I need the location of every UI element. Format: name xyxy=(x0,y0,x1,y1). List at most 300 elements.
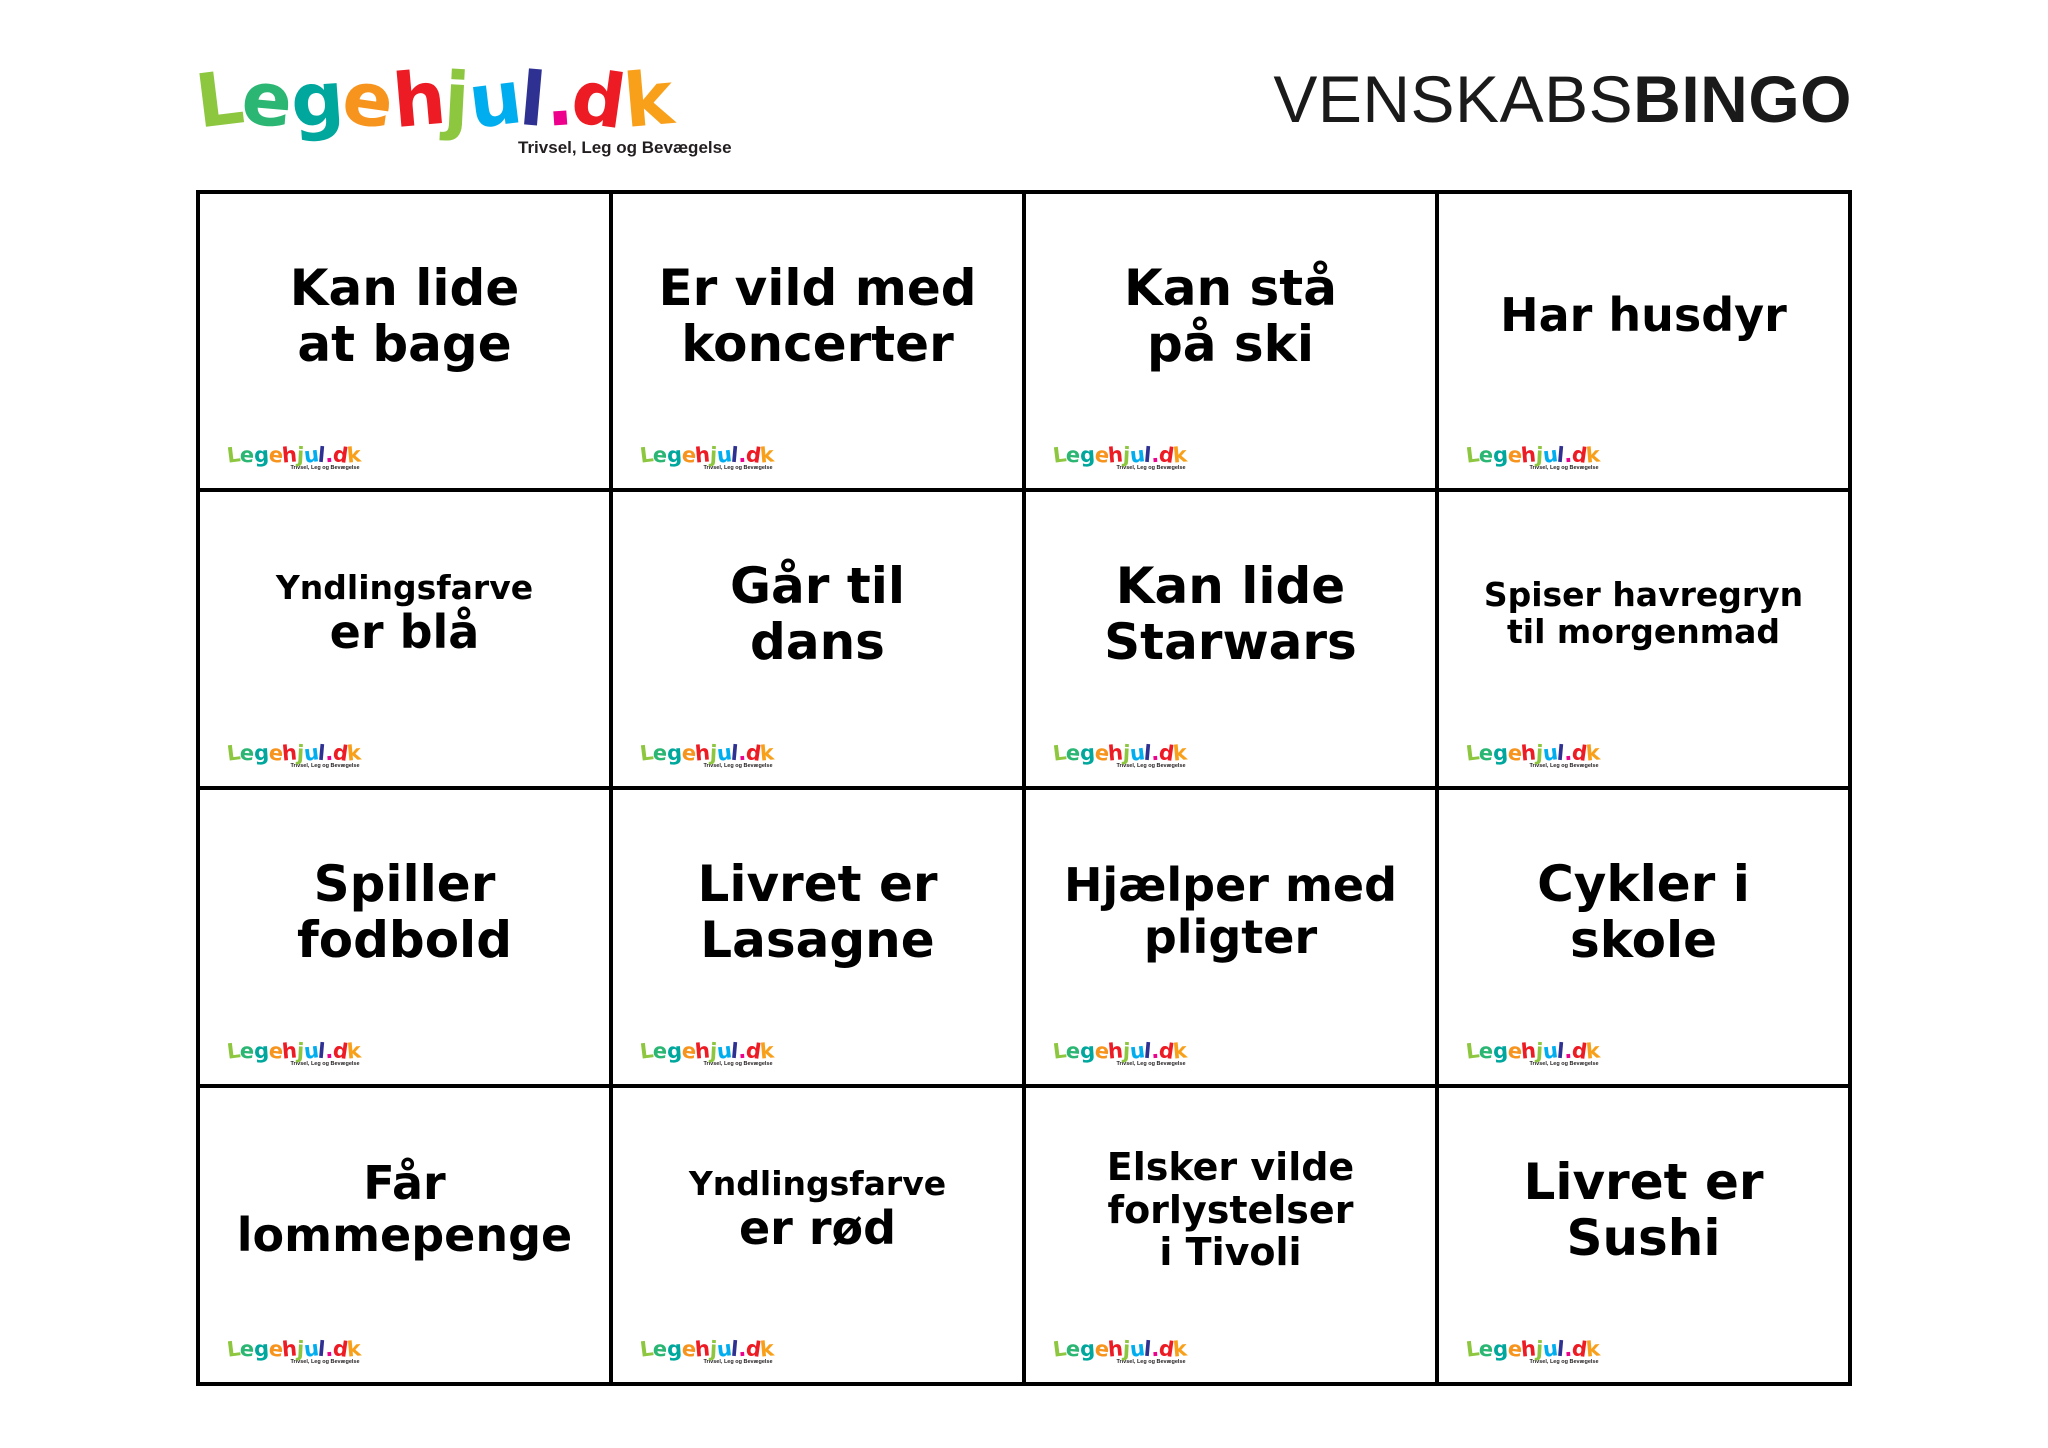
logo-letter: l xyxy=(1143,442,1153,468)
logo-letter: k xyxy=(1172,442,1188,468)
bingo-cell-text-line: pligter xyxy=(1143,910,1318,964)
bingo-cell-text xyxy=(1500,290,1787,360)
mini-logo-wordmark xyxy=(1040,444,1200,466)
logo-letter: L xyxy=(1051,1336,1068,1362)
logo-letter: d xyxy=(1157,442,1175,468)
legehjul-mini-logo xyxy=(214,444,374,478)
bingo-cell-text-line: Kan lide xyxy=(1115,557,1346,615)
logo-letter: j xyxy=(1535,442,1544,468)
logo-letter: k xyxy=(1585,442,1601,468)
logo-letter: k xyxy=(620,55,676,145)
logo-letter: . xyxy=(324,1336,334,1362)
bingo-cell-text-line: Yndlingsfarve xyxy=(275,567,534,607)
logo-letter: k xyxy=(1585,740,1601,766)
logo-letter: e xyxy=(1478,1336,1494,1362)
legehjul-mini-logo xyxy=(1453,444,1613,478)
logo-letter: e xyxy=(679,1336,697,1362)
logo-letter: L xyxy=(638,740,655,766)
logo-letter: u xyxy=(302,740,320,766)
page-header xyxy=(0,28,2048,168)
logo-letter: e xyxy=(652,1038,668,1064)
legehjul-mini-logo xyxy=(1040,742,1200,776)
bingo-cell-text-line: lommepenge xyxy=(236,1208,573,1262)
bingo-cell[interactable] xyxy=(613,790,1026,1088)
logo-letter: j xyxy=(1122,740,1131,766)
legehjul-mini-logo xyxy=(1453,1338,1613,1372)
logo-letter: k xyxy=(759,740,775,766)
logo-letter: h xyxy=(281,442,298,468)
logo-letter: u xyxy=(715,740,733,766)
logo-letter: j xyxy=(1122,1038,1131,1064)
logo-letter: . xyxy=(1150,442,1160,468)
bingo-cell-text-line: Livret er xyxy=(697,855,938,913)
bingo-cell[interactable] xyxy=(1026,194,1439,492)
logo-letter: h xyxy=(1107,1038,1124,1064)
logo-letter: u xyxy=(1541,442,1559,468)
logo-letter: g xyxy=(1492,1336,1509,1362)
bingo-cell-text-line: Yndlingsfarve xyxy=(688,1163,947,1203)
logo-letter: h xyxy=(1520,442,1537,468)
logo-letter: d xyxy=(1157,740,1175,766)
mini-logo-tagline: Trivsel, Leg og Bevægelse xyxy=(290,465,360,471)
logo-letter: h xyxy=(694,1038,711,1064)
bingo-cell-text-line: Elsker vilde xyxy=(1106,1145,1355,1190)
logo-letter: g xyxy=(253,740,270,766)
logo-letter: g xyxy=(1079,740,1096,766)
logo-letter: L xyxy=(1464,740,1481,766)
logo-letter: d xyxy=(331,740,349,766)
bingo-cell-text-line: Går til xyxy=(729,557,906,615)
logo-letter: l xyxy=(317,1336,327,1362)
page-title-light: VENSKABS xyxy=(1273,62,1634,136)
logo-letter: g xyxy=(666,1336,683,1362)
bingo-cell-text xyxy=(1104,558,1357,688)
logo-letter: e xyxy=(239,1038,255,1064)
bingo-cell-text-line: fodbold xyxy=(297,911,512,969)
mini-logo-tagline: Trivsel, Leg og Bevægelse xyxy=(290,1359,360,1365)
logo-letter: k xyxy=(346,442,362,468)
bingo-cell[interactable] xyxy=(1439,194,1852,492)
mini-logo-tagline: Trivsel, Leg og Bevægelse xyxy=(1529,465,1599,471)
logo-letter: u xyxy=(1541,1336,1559,1362)
mini-logo-tagline: Trivsel, Leg og Bevægelse xyxy=(703,763,773,769)
bingo-cell[interactable] xyxy=(613,492,1026,790)
legehjul-mini-logo xyxy=(1040,444,1200,478)
logo-letter: l xyxy=(1556,740,1566,766)
bingo-cell-text xyxy=(697,856,937,986)
logo-letter: e xyxy=(679,740,697,766)
logo-letter: e xyxy=(1065,740,1081,766)
logo-letter: u xyxy=(1541,1038,1559,1064)
logo-letter: h xyxy=(281,1336,298,1362)
logo-letter: l xyxy=(1556,1038,1566,1064)
bingo-cell-text-line: Kan lide xyxy=(289,259,520,317)
logo-letter: u xyxy=(463,54,526,146)
logo-letter: e xyxy=(679,1038,697,1064)
logo-letter: l xyxy=(1556,1336,1566,1362)
logo-letter: j xyxy=(709,1336,718,1362)
logo-letter: h xyxy=(694,1336,711,1362)
logo-letter: d xyxy=(744,1336,762,1362)
logo-letter: g xyxy=(253,1038,270,1064)
logo-letter: e xyxy=(1065,442,1081,468)
logo-letter: k xyxy=(1585,1038,1601,1064)
logo-letter: e xyxy=(1505,442,1523,468)
logo-letter: L xyxy=(225,1336,242,1362)
logo-letter: e xyxy=(652,442,668,468)
logo-letter: L xyxy=(1051,1038,1068,1064)
logo-letter: e xyxy=(337,53,399,147)
mini-logo-wordmark xyxy=(627,1040,787,1062)
bingo-cell-text-line: dans xyxy=(750,613,885,671)
bingo-cell-text-line: Er vild med xyxy=(658,259,977,317)
bingo-cell-text-line: Spiser havregryn xyxy=(1483,575,1804,615)
logo-letter: h xyxy=(1107,442,1124,468)
mini-logo-wordmark xyxy=(214,1338,374,1360)
logo-letter: L xyxy=(1464,442,1481,468)
mini-logo-tagline: Trivsel, Leg og Bevægelse xyxy=(1116,1359,1186,1365)
logo-letter: e xyxy=(239,740,255,766)
logo-letter: d xyxy=(1570,1038,1588,1064)
mini-logo-tagline: Trivsel, Leg og Bevægelse xyxy=(1116,763,1186,769)
logo-letter: j xyxy=(1535,1038,1544,1064)
logo-letter: d xyxy=(566,53,630,147)
logo-letter: u xyxy=(715,1336,733,1362)
logo-letter: e xyxy=(1065,1336,1081,1362)
bingo-grid xyxy=(196,190,1852,1386)
mini-logo-tagline: Trivsel, Leg og Bevægelse xyxy=(290,763,360,769)
bingo-cell[interactable] xyxy=(1439,790,1852,1088)
logo-letter: L xyxy=(1464,1336,1481,1362)
logo-letter: g xyxy=(666,442,683,468)
mini-logo-wordmark xyxy=(627,444,787,466)
logo-letter: k xyxy=(759,1038,775,1064)
mini-logo-wordmark xyxy=(1453,742,1613,764)
bingo-cell-text-line: Spiller xyxy=(313,855,496,913)
logo-letter: e xyxy=(1092,1038,1110,1064)
logo-letter: e xyxy=(239,1336,255,1362)
logo-letter: h xyxy=(388,54,448,146)
mini-logo-tagline: Trivsel, Leg og Bevægelse xyxy=(1529,1359,1599,1365)
logo-letter: . xyxy=(324,1038,334,1064)
bingo-cell[interactable] xyxy=(200,194,613,492)
bingo-cell-text-line: Hjælper med xyxy=(1063,858,1398,913)
logo-letter: d xyxy=(1157,1038,1175,1064)
logo-letter: L xyxy=(1051,442,1068,468)
logo-letter: e xyxy=(1478,442,1494,468)
legehjul-mini-logo xyxy=(1453,1040,1613,1074)
logo-letter: e xyxy=(652,740,668,766)
logo-letter: g xyxy=(1079,1038,1096,1064)
bingo-cell-text xyxy=(688,1163,947,1272)
logo-letter: j xyxy=(709,740,718,766)
logo-letter: k xyxy=(759,1336,775,1362)
logo-letter: u xyxy=(302,1038,320,1064)
legehjul-mini-logo xyxy=(1040,1040,1200,1074)
logo-letter: l xyxy=(317,1038,327,1064)
logo-letter: e xyxy=(1478,1038,1494,1064)
logo-letter: e xyxy=(1065,1038,1081,1064)
bingo-cell-text-line: forlystelser xyxy=(1107,1187,1354,1232)
logo-letter: h xyxy=(1520,1336,1537,1362)
logo-letter: e xyxy=(266,1038,284,1064)
logo-letter: u xyxy=(1541,740,1559,766)
bingo-cell-text xyxy=(1523,1154,1763,1284)
logo-letter: j xyxy=(1535,740,1544,766)
logo-letter: g xyxy=(1079,442,1096,468)
logo-letter: d xyxy=(1570,442,1588,468)
logo-letter: u xyxy=(302,1336,320,1362)
bingo-cell-text-line: i Tivoli xyxy=(1159,1230,1302,1275)
mini-logo-wordmark xyxy=(1453,444,1613,466)
bingo-cell-text-line: Lasagne xyxy=(700,911,935,969)
logo-letter: . xyxy=(1150,1038,1160,1064)
logo-letter: h xyxy=(1107,1336,1124,1362)
bingo-cell-text xyxy=(730,558,905,688)
logo-letter: u xyxy=(1128,740,1146,766)
mini-logo-wordmark xyxy=(1040,1040,1200,1062)
legehjul-mini-logo xyxy=(627,444,787,478)
logo-letter: e xyxy=(1092,1336,1110,1362)
mini-logo-tagline: Trivsel, Leg og Bevægelse xyxy=(703,1359,773,1365)
legehjul-mini-logo xyxy=(1453,742,1613,776)
logo-letter: e xyxy=(266,740,284,766)
logo-letter: j xyxy=(296,740,305,766)
mini-logo-tagline: Trivsel, Leg og Bevægelse xyxy=(290,1061,360,1067)
logo-letter: g xyxy=(288,55,347,145)
logo-letter: L xyxy=(190,54,248,146)
mini-logo-wordmark xyxy=(627,742,787,764)
bingo-cell-text xyxy=(290,260,519,390)
logo-letter: L xyxy=(225,740,242,766)
mini-logo-tagline: Trivsel, Leg og Bevægelse xyxy=(1529,763,1599,769)
logo-letter: h xyxy=(281,1038,298,1064)
logo-letter: l xyxy=(730,442,740,468)
logo-letter: l xyxy=(317,442,327,468)
logo-letter: L xyxy=(638,1336,655,1362)
logo-letter: k xyxy=(1172,1336,1188,1362)
bingo-cell-text-line: Sushi xyxy=(1566,1209,1721,1267)
bingo-cell-text-line: på ski xyxy=(1146,315,1315,373)
logo-letter: l xyxy=(730,1038,740,1064)
bingo-cell[interactable] xyxy=(1026,1088,1439,1386)
logo-letter: g xyxy=(1492,740,1509,766)
logo-letter: j xyxy=(709,442,718,468)
logo-letter: d xyxy=(331,442,349,468)
logo-letter: g xyxy=(1492,1038,1509,1064)
logo-letter: h xyxy=(1520,740,1537,766)
logo-letter: d xyxy=(331,1038,349,1064)
bingo-cell-text-line: Cykler i xyxy=(1537,855,1750,913)
logo-letter: e xyxy=(652,1336,668,1362)
logo-letter: g xyxy=(253,442,270,468)
logo-letter: l xyxy=(1143,740,1153,766)
bingo-cell-text-line: Kan stå xyxy=(1124,259,1337,317)
logo-letter: e xyxy=(1505,1336,1523,1362)
bingo-cell-text xyxy=(1537,856,1750,986)
logo-letter: . xyxy=(1150,1336,1160,1362)
logo-letter: d xyxy=(1157,1336,1175,1362)
mini-logo-tagline: Trivsel, Leg og Bevægelse xyxy=(1116,465,1186,471)
logo-letter: h xyxy=(1520,1038,1537,1064)
bingo-cell[interactable] xyxy=(1439,492,1852,790)
logo-letter: k xyxy=(1172,1038,1188,1064)
logo-letter: u xyxy=(1128,442,1146,468)
bingo-cell[interactable] xyxy=(200,790,613,1088)
logo-letter: e xyxy=(1505,1038,1523,1064)
bingo-cell-text-line: er rød xyxy=(738,1200,897,1255)
logo-letter: k xyxy=(346,740,362,766)
logo-letter: l xyxy=(1143,1336,1153,1362)
logo-letter: . xyxy=(1150,740,1160,766)
logo-wordmark xyxy=(190,53,736,147)
logo-letter: . xyxy=(1563,740,1573,766)
logo-letter: l xyxy=(1143,1038,1153,1064)
logo-letter: h xyxy=(1107,740,1124,766)
mini-logo-tagline: Trivsel, Leg og Bevægelse xyxy=(703,465,773,471)
logo-letter: g xyxy=(253,1336,270,1362)
logo-letter: e xyxy=(1505,740,1523,766)
bingo-cell-text xyxy=(1124,260,1337,390)
logo-letter: L xyxy=(1464,1038,1481,1064)
bingo-cell-text xyxy=(1064,860,1397,981)
logo-letter: d xyxy=(744,740,762,766)
bingo-cell-text-line: til morgenmad xyxy=(1506,612,1780,651)
logo-letter: e xyxy=(1092,442,1110,468)
logo-letter: u xyxy=(302,442,320,468)
bingo-cell[interactable] xyxy=(1026,492,1439,790)
logo-letter: k xyxy=(346,1038,362,1064)
mini-logo-wordmark xyxy=(214,1040,374,1062)
logo-letter: g xyxy=(1079,1336,1096,1362)
bingo-cell[interactable] xyxy=(200,492,613,790)
mini-logo-wordmark xyxy=(1040,1338,1200,1360)
logo-letter: j xyxy=(296,1038,305,1064)
mini-logo-wordmark xyxy=(214,742,374,764)
logo-letter: j xyxy=(709,1038,718,1064)
bingo-cell[interactable] xyxy=(613,194,1026,492)
logo-letter: g xyxy=(666,1038,683,1064)
logo-letter: L xyxy=(638,1038,655,1064)
logo-letter: j xyxy=(296,1336,305,1362)
bingo-cell-text xyxy=(237,1158,572,1279)
bingo-cell[interactable] xyxy=(613,1088,1026,1386)
bingo-cell-text-line: Starwars xyxy=(1104,613,1357,671)
mini-logo-wordmark xyxy=(1040,742,1200,764)
logo-letter: . xyxy=(1563,1038,1573,1064)
logo-letter: e xyxy=(266,442,284,468)
logo-letter: h xyxy=(694,442,711,468)
logo-letter: e xyxy=(266,1336,284,1362)
bingo-cell-text-line: at bage xyxy=(297,315,512,373)
logo-letter: e xyxy=(679,442,697,468)
logo-letter: L xyxy=(1051,740,1068,766)
logo-letter: e xyxy=(1092,740,1110,766)
logo-letter: . xyxy=(737,1336,747,1362)
mini-logo-tagline: Trivsel, Leg og Bevægelse xyxy=(1529,1061,1599,1067)
legehjul-mini-logo xyxy=(214,1040,374,1074)
logo-letter: k xyxy=(759,442,775,468)
logo-letter: k xyxy=(1585,1336,1601,1362)
bingo-cell[interactable] xyxy=(200,1088,613,1386)
logo-letter: d xyxy=(1570,740,1588,766)
bingo-cell-text-line: Får xyxy=(363,1156,446,1211)
bingo-cell-text xyxy=(1484,577,1803,669)
legehjul-mini-logo xyxy=(1040,1338,1200,1372)
bingo-cell-text xyxy=(275,567,534,676)
bingo-cell-text xyxy=(297,856,512,986)
logo-letter: l xyxy=(516,56,549,144)
page-title xyxy=(1273,64,1852,134)
logo-letter: d xyxy=(744,442,762,468)
mini-logo-wordmark xyxy=(1453,1338,1613,1360)
logo-letter: u xyxy=(1128,1038,1146,1064)
logo-letter: g xyxy=(666,740,683,766)
mini-logo-wordmark xyxy=(1453,1040,1613,1062)
logo-letter: L xyxy=(225,1038,242,1064)
legehjul-mini-logo xyxy=(627,1040,787,1074)
logo-letter: . xyxy=(324,442,334,468)
logo-letter: l xyxy=(730,740,740,766)
mini-logo-tagline: Trivsel, Leg og Bevægelse xyxy=(703,1061,773,1067)
logo-letter: e xyxy=(238,55,296,145)
logo-letter: . xyxy=(737,1038,747,1064)
page-title-bold: BINGO xyxy=(1633,62,1852,136)
logo-letter: g xyxy=(1492,442,1509,468)
logo-letter: u xyxy=(715,442,733,468)
bingo-cell-text-line: Livret er xyxy=(1523,1153,1764,1211)
logo-letter: l xyxy=(317,740,327,766)
bingo-cell-text-line: er blå xyxy=(329,604,480,659)
mini-logo-wordmark xyxy=(214,444,374,466)
logo-letter: d xyxy=(1570,1336,1588,1362)
logo-letter: . xyxy=(324,740,334,766)
legehjul-mini-logo xyxy=(627,1338,787,1372)
logo-letter: h xyxy=(694,740,711,766)
logo-letter: j xyxy=(296,442,305,468)
logo-letter: e xyxy=(239,442,255,468)
bingo-cell-text-line: koncerter xyxy=(681,315,954,373)
bingo-cell[interactable] xyxy=(1439,1088,1852,1386)
logo-letter: l xyxy=(730,1336,740,1362)
logo-letter: e xyxy=(1478,740,1494,766)
legehjul-logo xyxy=(190,53,736,180)
logo-letter: L xyxy=(638,442,655,468)
mini-logo-tagline: Trivsel, Leg og Bevægelse xyxy=(1116,1061,1186,1067)
logo-letter: l xyxy=(1556,442,1566,468)
bingo-cell-text xyxy=(658,260,976,390)
logo-letter: d xyxy=(331,1336,349,1362)
logo-letter: . xyxy=(1563,1336,1573,1362)
logo-letter: L xyxy=(225,442,242,468)
logo-letter: u xyxy=(1128,1336,1146,1362)
logo-letter: j xyxy=(442,56,471,144)
logo-letter: j xyxy=(1122,442,1131,468)
logo-letter: k xyxy=(1172,740,1188,766)
bingo-cell[interactable] xyxy=(1026,790,1439,1088)
bingo-cell-text xyxy=(1107,1146,1354,1292)
logo-letter: . xyxy=(541,56,575,144)
logo-letter: k xyxy=(346,1336,362,1362)
logo-letter: . xyxy=(737,740,747,766)
bingo-cell-text-line: Har husdyr xyxy=(1500,288,1787,343)
logo-letter: u xyxy=(715,1038,733,1064)
mini-logo-wordmark xyxy=(627,1338,787,1360)
logo-letter: j xyxy=(1122,1336,1131,1362)
logo-letter: d xyxy=(744,1038,762,1064)
bingo-cell-text-line: skole xyxy=(1569,911,1718,969)
logo-letter: h xyxy=(281,740,298,766)
